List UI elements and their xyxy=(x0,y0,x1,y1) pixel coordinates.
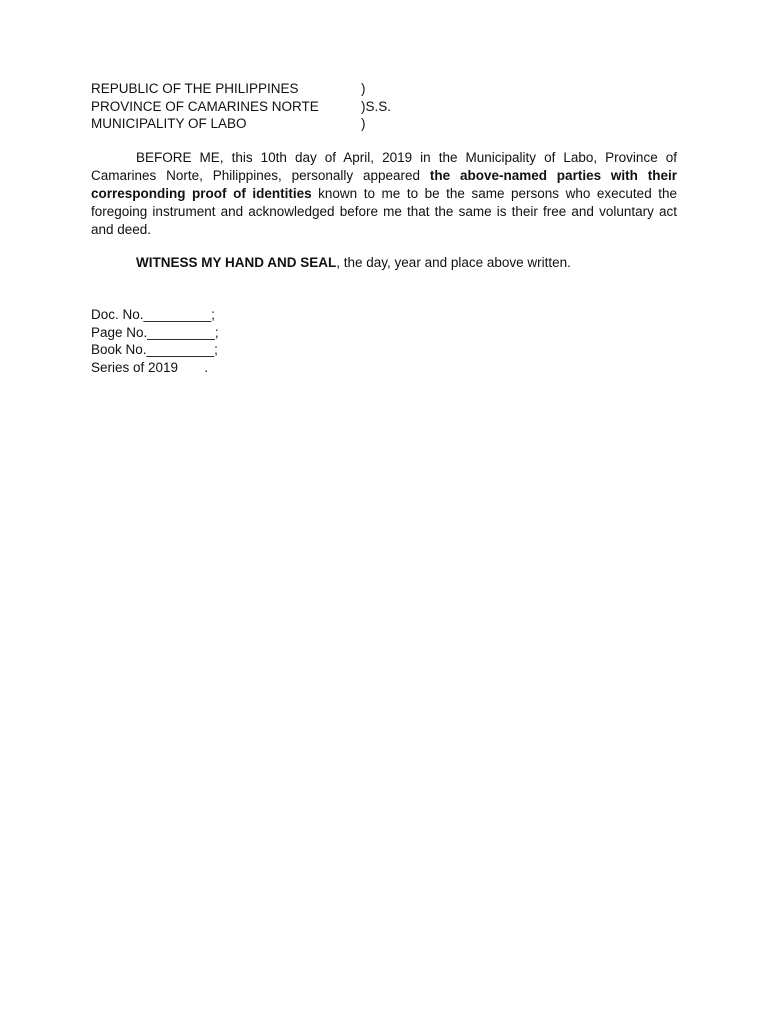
venue-republic-label: REPUBLIC OF THE PHILIPPINES xyxy=(91,81,299,96)
venue-municipality-bracket: ) xyxy=(361,116,366,131)
page-no-line: Page No._________; xyxy=(91,324,219,340)
acknowledgment-paragraph xyxy=(91,149,677,239)
acknowledgment-bold-text: the above-named parties with their corresponding proof of identities xyxy=(91,168,678,201)
witness-text: , the day, year and place above written. xyxy=(336,255,571,270)
book-no-line: Book No._________; xyxy=(91,342,218,357)
series-line: Series of 2019 . xyxy=(91,359,209,375)
notarial-register-block xyxy=(91,306,219,376)
acknowledgment-text-end: known to me to be the same persons who executed the foregoing instrument and acknowledged before me that the same is their free and voluntary act and deed. xyxy=(91,186,678,237)
acknowledgment-text-start: BEFORE ME, this 10th day of April, 2019 in the Municipality of Labo, Province of Camarines Norte, Philippines, personally appeared xyxy=(91,150,677,183)
venue-province-bracket: )S.S. xyxy=(361,98,392,114)
venue-province-label: PROVINCE OF CAMARINES NORTE xyxy=(91,98,319,114)
witness-paragraph xyxy=(91,254,677,272)
witness-bold-text: WITNESS MY HAND AND SEAL xyxy=(136,255,337,270)
venue-republic-bracket: ) xyxy=(361,81,366,96)
venue-municipality-label: MUNICIPALITY OF LABO xyxy=(91,116,247,131)
doc-no-line: Doc. No._________; xyxy=(91,307,215,322)
